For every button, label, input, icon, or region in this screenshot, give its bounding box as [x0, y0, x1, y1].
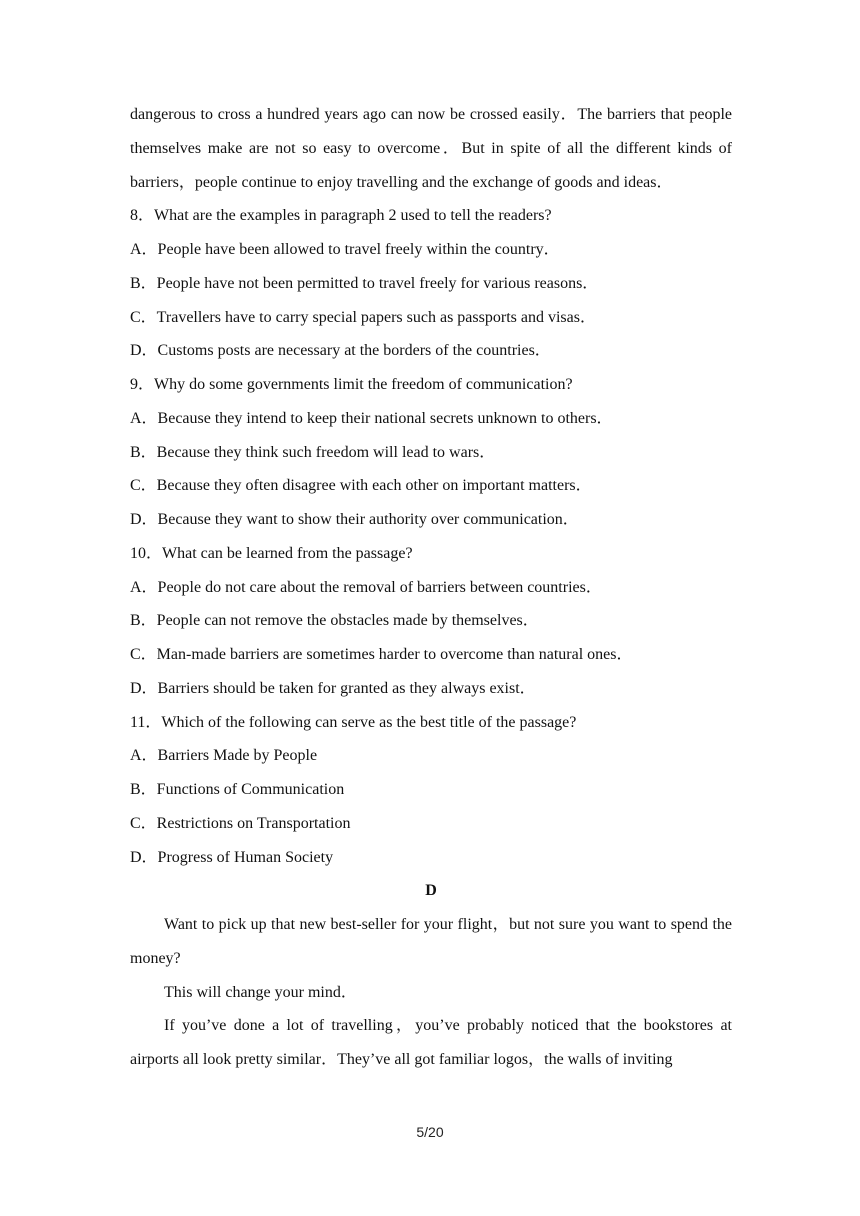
option-d: D．Barriers should be taken for granted as they always exist． — [130, 679, 536, 697]
option-d: D．Because they want to show their authority over communication． — [130, 511, 579, 528]
question-8 — [130, 199, 732, 368]
question-11 — [130, 706, 732, 875]
section-d-heading: D — [425, 882, 437, 900]
option-a: A．People do not care about the removal of barriers between countries． — [130, 578, 602, 596]
page-content — [130, 98, 732, 1077]
question-stem: 9．Why do some governments limit the freedom of communication? — [130, 376, 573, 393]
question-10 — [130, 537, 732, 706]
question-stem: 8．What are the examples in paragraph 2 used to tell the readers? — [130, 207, 552, 225]
option-c: C．Restrictions on Transportation — [130, 814, 351, 832]
passage-c-final-paragraph: dangerous to cross a hundred years ago can now be crossed easily．The barriers that people themselves make are not so easy to overcome．But in spite of all the different kinds of barriers，people continue to enjoy travelling and the exchange of goods and ideas． — [130, 106, 732, 191]
question-stem: 10．What can be learned from the passage? — [130, 544, 413, 562]
option-d: D．Customs posts are necessary at the borders of the countries． — [130, 342, 551, 360]
option-a: A．Because they intend to keep their national secrets unknown to others． — [130, 409, 613, 427]
section-d-paragraph-2: This will change your mind． — [164, 983, 357, 1001]
option-b: B．People have not been permitted to travel freely for various reasons． — [130, 274, 599, 292]
option-b: B．Because they think such freedom will lead to wars． — [130, 443, 496, 461]
option-c: C．Travellers have to carry special papers such as passports and visas． — [130, 308, 596, 326]
option-c: C．Because they often disagree with each other on important matters． — [130, 477, 592, 495]
section-d-paragraph-1: Want to pick up that new best-seller for your flight，but not sure you want to spend the money? — [130, 916, 732, 967]
question-stem: 11．Which of the following can serve as the best title of the passage? — [130, 713, 577, 731]
section-d-paragraph-3: If you’ve done a lot of travelling，you’ve probably noticed that the bookstores at airports all look pretty similar．They’ve all got familiar logos，the walls of inviting — [130, 1017, 732, 1068]
option-b: B．Functions of Communication — [130, 781, 345, 798]
page-number: 5/20 — [416, 1124, 444, 1140]
option-a: A．People have been allowed to travel freely within the country． — [130, 241, 560, 258]
question-9 — [130, 368, 732, 537]
option-c: C．Man-made barriers are sometimes harder to overcome than natural ones． — [130, 646, 633, 663]
option-b: B．People can not remove the obstacles made by themselves． — [130, 612, 539, 630]
option-d: D．Progress of Human Society — [130, 848, 334, 866]
option-a: A．Barriers Made by People — [130, 747, 318, 765]
